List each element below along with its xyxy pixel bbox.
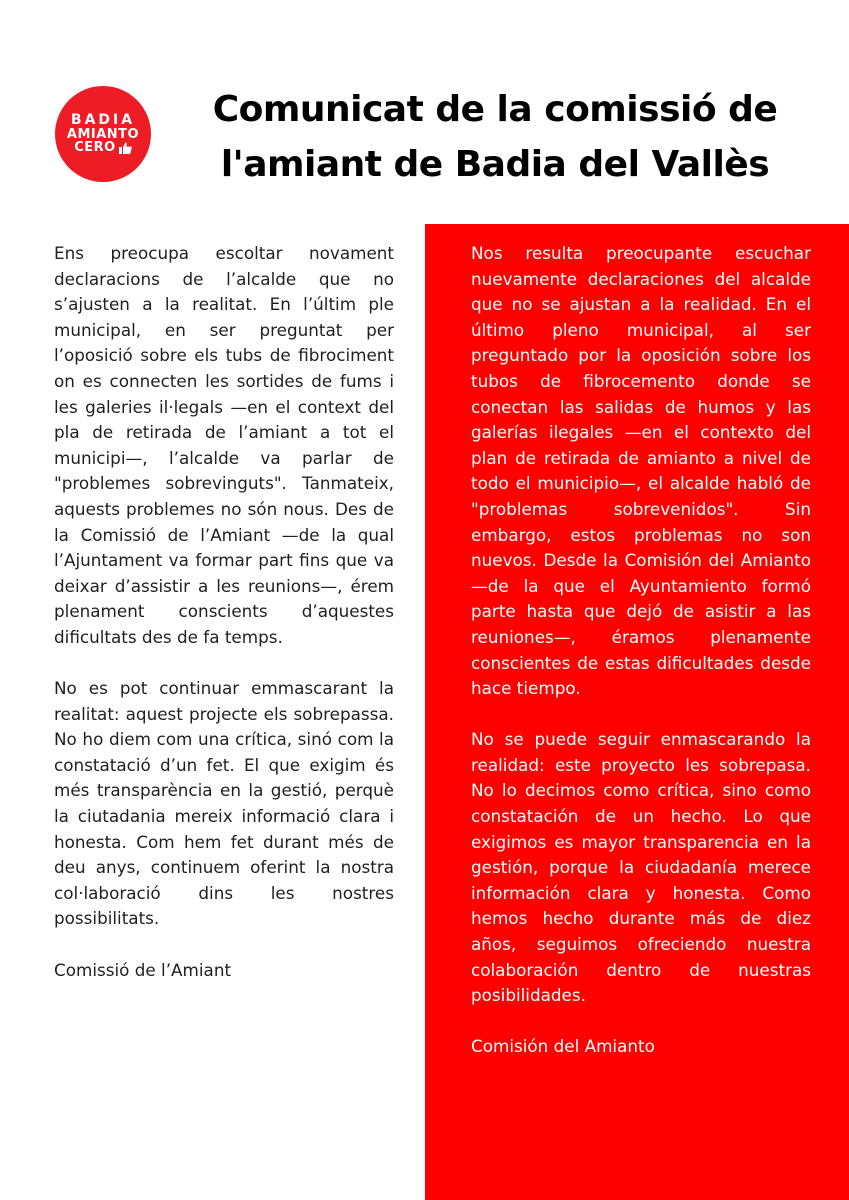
catalan-paragraph-2: No es pot continuar emmascarant la realitat: aquest projecte els sobrepassa. No ho diem com una crítica, sinó com la constatació d’un fet. El que exigim és més transparència en la gestió, perquè la ciutadania mereix informació clara i honesta. Com hem fet durant més de deu anys, continuem oferint la nostra col·laboració dins les nostres possibilitats. — [54, 678, 394, 929]
badia-amianto-cero-logo — [55, 86, 151, 182]
catalan-paragraph-1: Ens preocupa escoltar novament declaracions de l’alcalde que no s’ajusten a la realitat. En l’últim ple municipal, en ser preguntat per l’oposició sobre els tubs de fibrociment on es connecten les sortides de fums i les galeries il·legals —en el context del pla de retirada de l’amiant a tot el municipi—, l’alcalde va parlar de "problemes sobrevinguts". Tanmateix, aquests problemes no són nous. Des de la Comissió de l’Amiant —de la qual l’Ajuntament va formar part fins que va deixar d’assistir a les reunions—, érem plenament conscients d’aquestes dificultats des de fa temps. — [54, 243, 394, 647]
spanish-paragraph-1: Nos resulta preocupante escuchar nuevamente declaraciones del alcalde que no se ajustan a la realidad. En el último pleno municipal, al ser preguntado por la oposición sobre los tubos de fibrocemento donde se conectan las salidas de humos y las galerías ilegales —en el contexto del plan de retirada de amianto a nivel de todo el municipio—, el alcalde habló de "problemas sobrevenidos". Sin embargo, estos problemas no son nuevos. Desde la Comisión del Amianto —de la que el Ayuntamiento formó parte hasta que dejó de asistir a las reuniones—, éramos plenamente conscientes de estas dificultades desde hace tiempo. — [471, 243, 811, 699]
catalan-signature: Comissió de l’Amiant — [54, 959, 232, 980]
logo-line-1: BADIA — [70, 112, 136, 129]
spanish-column — [471, 241, 811, 1086]
spanish-signature: Comisión del Amianto — [471, 1036, 655, 1057]
logo-line-3-row — [74, 141, 131, 155]
catalan-column — [54, 241, 394, 1009]
logo-line-2: AMIANTO — [66, 126, 140, 142]
page-title: Comunicat de la comissió de l'amiant de Badia del Vallès — [212, 89, 778, 185]
logo-line-3: CERO — [74, 140, 116, 156]
thumbs-up-icon — [119, 142, 132, 154]
spanish-paragraph-2: No se puede seguir enmascarando la realidad: este proyecto les sobrepasa. No lo decimos como crítica, sino como constatación de un hecho. Lo que exigimos es mayor transparencia en la gestión, porque la ciudadanía merece información clara y honesta. Como hemos hecho durante más de diez años, seguimos ofreciendo nuestra colaboración dentro de nuestras posibilidades. — [471, 729, 811, 1006]
